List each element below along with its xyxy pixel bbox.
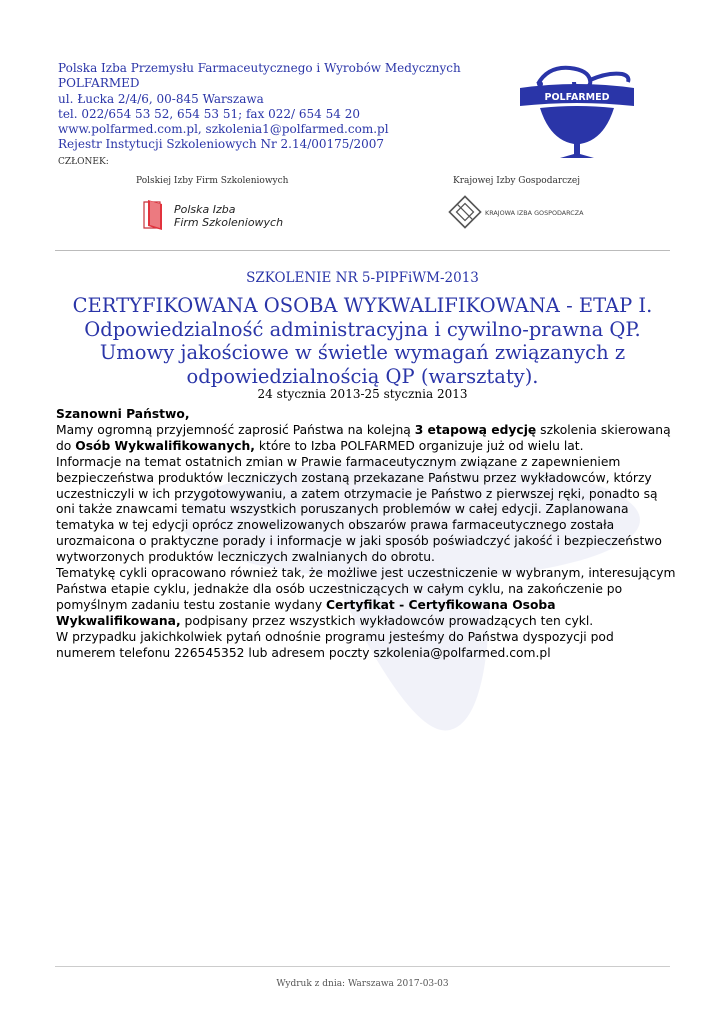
- organization-info: [58, 61, 461, 153]
- header-divider: [55, 250, 670, 251]
- member-kig-label: Krajowej Izby Gospodarczej: [453, 176, 581, 186]
- letter-body: [56, 407, 676, 662]
- course-dates: 24 stycznia 2013-25 stycznia 2013: [257, 387, 468, 401]
- org-registry: Rejestr Instytucji Szkoleniowych Nr 2.14/00175/2007: [58, 137, 385, 152]
- kig-logo-text: KRAJOWA IZBA GOSPODARCZA: [485, 209, 584, 217]
- letter-paragraph-2: Informacje na temat ostatnich zmian w Prawie farmaceutycznym związane z zapewnieniem bezpieczeństwa produktów leczniczych zostaną przekazane Państwu przez wykładowców, którzy uczestniczyli w ich przygotowywaniu, a zatem otrzymacie je Państwo z pierwszej ręki, ponadto są oni także znawcami tematu wszystkich poruszanych problemów w całej edycji. Zaplanowana tematyka w tej edycji oprócz znowelizowanych obszarów prawa farmaceutycznego została urozmaicona o praktyczne porady i informacje w jaki sposób poświadczyć jakość i bezpieczeństwo wytworzonych produktów leczniczych zwalnianych do obrotu.: [56, 454, 662, 565]
- pifs-logo-line2: Firm Szkoleniowych: [174, 216, 284, 229]
- kig-logo: [447, 194, 587, 230]
- org-name: Polska Izba Przemysłu Farmaceutycznego i Wyrobów Medycznych: [58, 61, 461, 75]
- letter-paragraph-4: W przypadku jakichkolwiek pytań odnośnie programu jesteśmy do Państwa dyspozycji pod numerem telefonu 226545352 lub adresem poczty szkolenia@polfarmed.com.pl: [56, 629, 614, 660]
- letter-paragraph-3: Tematykę cykli opracowano również tak, że możliwe jest uczestniczenie w wybranym, interesującym Państwa etapie cyklu, jednakże dla osób uczestniczących w całym cyklu, na zakończenie po pomyślnym zadaniu testu zostanie wydany Certyfikat - Certyfikowana Osoba Wykwalifikowana, podpisany przez wszystkich wykładowców prowadzących ten cykl.: [56, 566, 676, 628]
- letter-paragraph-1: Mamy ogromną przyjemność zaprosić Państwa na kolejną 3 etapową edycję szkolenia skierowaną do Osób Wykwalifikowanych, które to Izba POLFARMED organizuje już od wielu lat.: [56, 422, 671, 453]
- polfarmed-logo: [518, 54, 636, 162]
- org-short-name: POLFARMED: [58, 76, 140, 91]
- printout-date: Wydruk z dnia: Warszawa 2017-03-03: [276, 979, 449, 989]
- member-label: CZŁONEK:: [58, 157, 109, 167]
- member-pifs-label: Polskiej Izby Firm Szkoleniowych: [136, 176, 289, 186]
- course-number: SZKOLENIE NR 5-PIPFiWM-2013: [246, 270, 479, 286]
- logo-text: POLFARMED: [544, 92, 610, 103]
- pifs-logo-line1: Polska Izba: [174, 203, 236, 216]
- letter-greeting: Szanowni Państwo,: [56, 407, 190, 421]
- org-web-email: www.polfarmed.com.pl, szkolenia1@polfarmed.com.pl: [58, 122, 389, 137]
- footer-divider: [55, 966, 670, 967]
- org-address: ul. Łucka 2/4/6, 00-845 Warszawa: [58, 91, 264, 106]
- pifs-logo: [140, 198, 285, 232]
- course-title: CERTYFIKOWANA OSOBA WYKWALIFIKOWANA - ETAP I. Odpowiedzialność administracyjna i cywilno-prawna QP. Umowy jakościowe w świetle wymagań związanych z odpowiedzialnością QP (warsztaty).: [72, 294, 653, 388]
- org-phones: tel. 022/654 53 52, 654 53 51; fax 022/ 654 54 20: [58, 106, 360, 121]
